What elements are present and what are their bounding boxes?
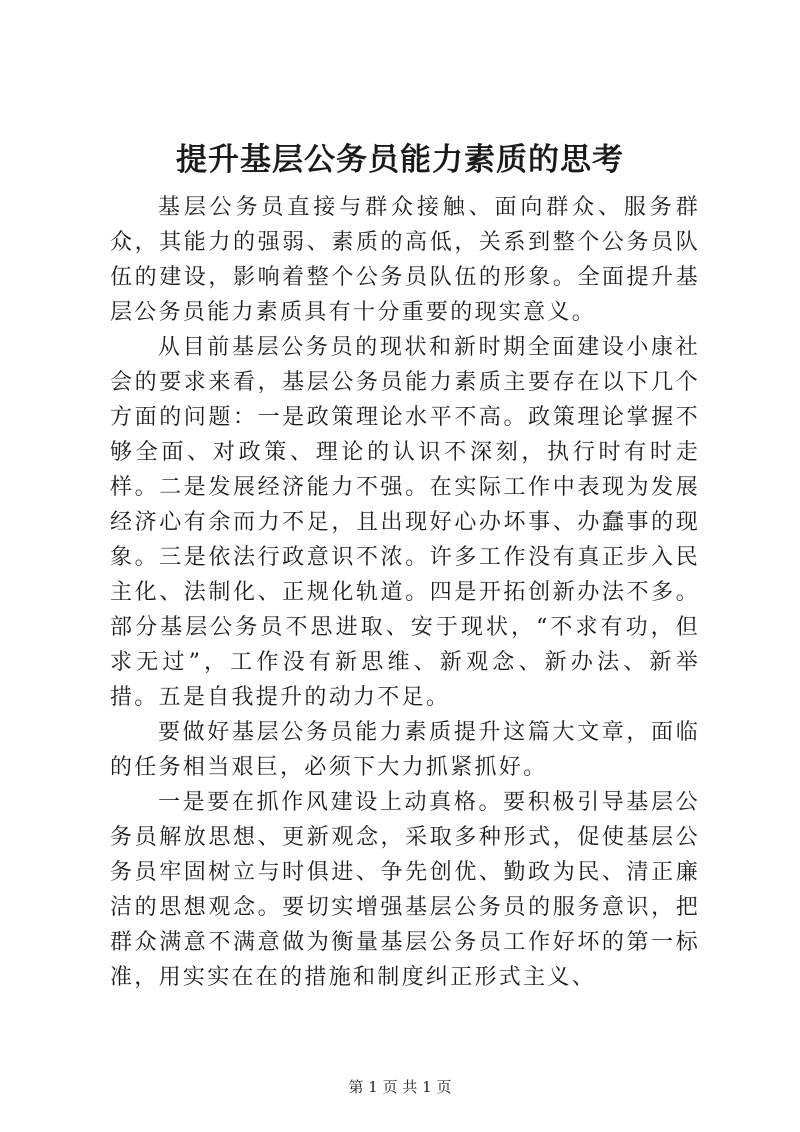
paragraph-measure-one: 一是要在抓作风建设上动真格。要积极引导基层公务员解放思想、更新观念，采取多种形式，促使基层公务员牢固树立与时俱进、争先创优、勤政为民、清正廉洁的思想观念。要切实增强基层公务员的服务意识，把群众满意不满意做为衡量基层公务员工作好坏的第一标准，用实实在在的措施和制度纠正形式主义、: [110, 790, 700, 990]
document-title: 提升基层公务员能力素质的思考: [176, 142, 624, 178]
paragraph-task: 要做好基层公务员能力素质提升这篇大文章，面临的任务相当艰巨，必须下大力抓紧抓好。: [110, 720, 700, 780]
paragraph-intro: 基层公务员直接与群众接触、面向群众、服务群众，其能力的强弱、素质的高低，关系到整个公务员队伍的建设，影响着整个公务员队伍的形象。全面提升基层公务员能力素质具有十分重要的现实意义。: [110, 195, 700, 325]
paragraph-problems: 从目前基层公务员的现状和新时期全面建设小康社会的要求来看，基层公务员能力素质主要存在以下几个方面的问题：一是政策理论水平不高。政策理论掌握不够全面、对政策、理论的认识不深刻，执行时有时走样。二是发展经济能力不强。在实际工作中表现为发展经济心有余而力不足，且出现好心办坏事、办蠢事的现象。三是依法行政意识不浓。许多工作没有真正步入民主化、法制化、正规化轨道。四是开拓创新办法不多。部分基层公务员不思进取、安于现状，“不求有功，但求无过”，工作没有新思维、新观念、新办法、新举措。五是自我提升的动力不足。: [110, 335, 700, 710]
document-body: [110, 190, 700, 995]
page-footer: 第 1 页 共 1 页: [348, 1078, 452, 1096]
